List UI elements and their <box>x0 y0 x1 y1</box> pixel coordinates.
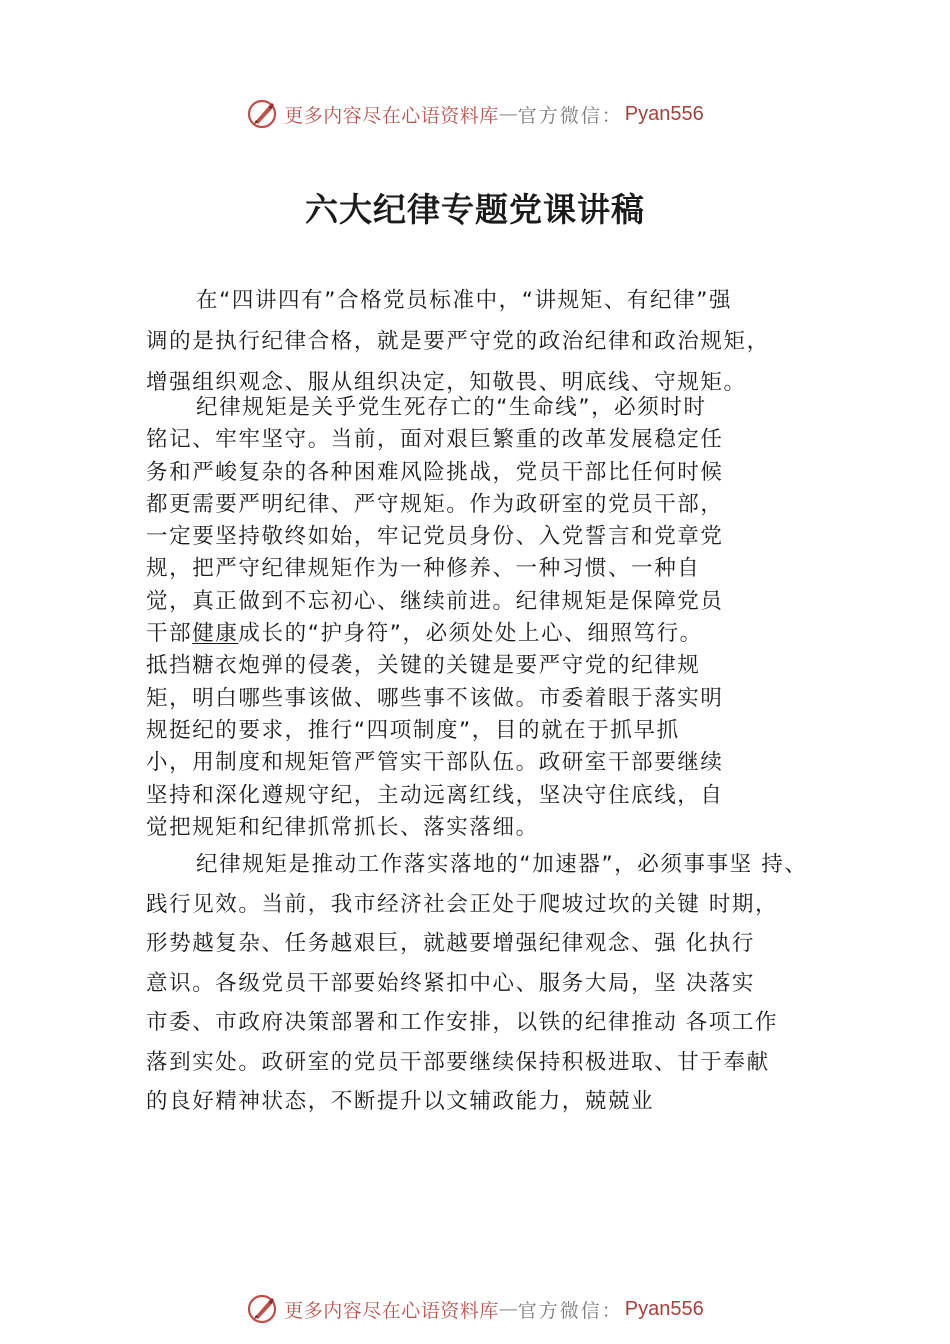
banner-dash: — <box>498 103 518 125</box>
line-prefix: 干部 <box>146 621 193 647</box>
red-quill-seal-icon <box>246 1293 278 1325</box>
paragraph-line: 坚持和深化遵规守纪，主动远离红线，坚决守住底线，自 <box>146 782 724 808</box>
paragraph-line: 践行见效。当前，我市经济社会正处于爬坡过坎的关键 时期， <box>146 891 779 917</box>
paragraph-line: 形势越复杂、任务越艰巨，就越要增强纪律观念、强 化执行 <box>146 931 756 956</box>
paragraph-line: 觉把规矩和纪律抓常抓长、落实落细。 <box>146 814 539 840</box>
paragraph-1 <box>146 280 770 403</box>
paragraph-line: 一定要坚持敬终如始，牢记党员身份、入党誓言和党章党 <box>146 524 724 550</box>
paragraph-2 <box>146 392 724 844</box>
paragraph-line: 铭记、牢牢坚守。当前，面对艰巨繁重的改革发展稳定任 <box>146 427 724 453</box>
paragraph-line: 务和严峻复杂的各种困难风险挑战，党员干部比任何时候 <box>146 459 724 485</box>
paragraph-line: 纪律规矩是关乎党生死存亡的“生命线”，必须时时 <box>196 395 707 420</box>
banner-wechat-label: 官方微信： <box>517 1299 623 1322</box>
paragraph-line: 纪律规矩是推动工作落实落地的“加速器”，必须事事坚 持、 <box>196 852 808 877</box>
paragraph-line: 矩，明白哪些事该做、哪些事不该做。市委着眼于落实明 <box>146 685 724 711</box>
banner-wechat-id: Pyan556 <box>624 1297 704 1320</box>
paragraph-line: 调的是执行纪律合格，就是要严守党的政治纪律和政治规矩， <box>146 329 770 354</box>
paragraph-line: 规，把严守纪律规矩作为一种修养、一种习惯、一种自 <box>146 556 701 582</box>
header-banner <box>0 94 950 134</box>
banner-text: 更多内容尽在心语资料库 <box>284 1299 499 1322</box>
paragraph-line: 意识。各级党员干部要始终紧扣中心、服务大局，坚 决落实 <box>146 970 756 996</box>
paragraph-line: 的良好精神状态，不断提升以文辅政能力，兢兢业 <box>146 1089 655 1114</box>
banner-wechat-label: 官方微信： <box>517 104 623 127</box>
red-quill-seal-icon <box>246 98 278 130</box>
paragraph-line: 落到实处。政研室的党员干部要继续保持积极进取、甘于奉献 <box>146 1049 770 1075</box>
paragraph-line: 规挺纪的要求，推行“四项制度”，目的就在于抓早抓 <box>146 717 680 743</box>
paragraph-line: 都更需要严明纪律、严守规矩。作为政研室的党员干部， <box>146 491 724 517</box>
banner-dash: — <box>498 1298 518 1320</box>
paragraph-line: 在“四讲四有”合格党员标准中，“讲规矩、有纪律”强 <box>196 288 733 313</box>
document-title: 六大纪律专题党课讲稿 <box>305 190 645 229</box>
footer-banner <box>0 1289 950 1329</box>
paragraph-3 <box>146 845 807 1122</box>
paragraph-line: 觉，真正做到不忘初心、继续前进。纪律规矩是保障党员 <box>146 588 724 614</box>
banner-text: 更多内容尽在心语资料库 <box>284 104 499 127</box>
line-rest: 成长的“护身符”，必须处处上心、细照笃行。 <box>238 621 703 647</box>
paragraph-line-with-underline <box>146 618 724 650</box>
paragraph-line: 小，用制度和规矩管严管实干部队伍。政研室干部要继续 <box>146 750 724 776</box>
paragraph-line: 抵挡糖衣炮弹的侵袭，关键的关键是要严守党的纪律规 <box>146 653 701 679</box>
underlined-word: 健康 <box>192 621 239 647</box>
paragraph-line: 市委、市政府决策部署和工作安排，以铁的纪律推动 各项工作 <box>146 1010 779 1035</box>
banner-wechat-id: Pyan556 <box>624 102 704 125</box>
paragraph-line: 增强组织观念、服从组织决定，知敬畏、明底线、守规矩。 <box>146 370 747 395</box>
